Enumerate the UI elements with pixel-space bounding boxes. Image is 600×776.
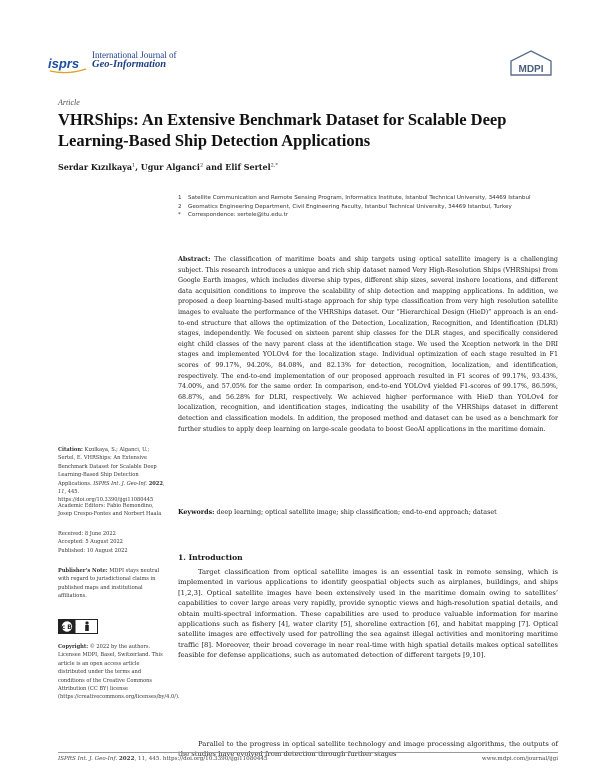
mdpi-logo-text: MDPI bbox=[518, 64, 544, 75]
citation-doi-link[interactable]: 445. https://doi.org/10.3390/ijgi11080445 bbox=[58, 489, 154, 504]
citation-block: Citation: Kızılkaya, S.; Alganci, U.; Sertel, E. VHRShips: An Extensive Benchmark Dataset for Scalable Deep Learning-Based Ship Detection Applications. ISPRS Int. J. Geo-Inf. 2022, 11, 445. https://doi.org/10.3390/ijgi11080445 bbox=[58, 447, 165, 504]
citation-volume: 11, bbox=[58, 489, 67, 496]
introduction-paragraph: Parallel to the progress in optical satellite technology and image processing algorithms, the outputs of the studies have evolved from detection through further stages bbox=[178, 740, 558, 759]
article-type: Article bbox=[58, 98, 80, 107]
affiliation-item bbox=[178, 194, 558, 203]
citation-journal: ISPRS Int. J. Geo-Inf. bbox=[93, 480, 148, 487]
author-name[interactable]: Elif Sertel bbox=[225, 162, 271, 172]
author-name[interactable]: Ugur Alganci bbox=[140, 162, 200, 172]
accepted-date: Accepted: 5 August 2022 bbox=[58, 539, 123, 546]
author-affiliation-mark: 2 bbox=[199, 162, 204, 169]
author-separator: , bbox=[135, 162, 141, 172]
journal-name-line1: International Journal of bbox=[92, 50, 177, 60]
footer-journal-url[interactable]: www.mdpi.com/journal/ijgi bbox=[481, 756, 558, 762]
keywords bbox=[178, 508, 558, 518]
footer-year: 2022 bbox=[118, 756, 135, 762]
journal-name bbox=[92, 50, 176, 70]
citation-label: Citation: bbox=[58, 447, 83, 453]
author-separator: and bbox=[203, 162, 226, 172]
affiliation-item bbox=[178, 211, 558, 220]
author-affiliation-mark: 1 bbox=[132, 162, 136, 169]
introduction-heading: 1. Introduction bbox=[178, 553, 243, 562]
affiliation-number: 1 bbox=[178, 195, 182, 201]
keywords-label: Keywords: bbox=[178, 509, 215, 516]
abstract-label: Abstract: bbox=[178, 256, 211, 263]
abstract bbox=[178, 255, 558, 435]
introduction-paragraph: Target classification from optical satellite images is an essential task in remote sensing, which is implemented in various applications to identify geospatial objects such as airplanes, buildings, and ships [1,2,3]. Optical satellite images have been extensively used in the maritime domain owing to satellites’ capabilities to cover large areas very rapidly, provide synoptic views and high-resolution spatial details, and obtain multi-spectral information. These capabilities are used to produce valuable information for marine applications such as fishery [4], water clarity [5], shoreline extraction [6], and habitat mapping [7]. Optical satellite images are effectively used for patrolling the sea against illegal activities and monitoring maritime traffic [8]. Moreover, their broad coverage in near real-time with high spatial details makes optical satellites feasible for defense applications, such as automated detection of different targets [9,10]. bbox=[178, 568, 558, 660]
author-name[interactable]: Serdar Kızılkaya bbox=[58, 162, 133, 172]
footer-divider bbox=[58, 752, 558, 753]
keywords-text: deep learning; optical satellite image; ship classification; end-to-end approach; dataset bbox=[216, 509, 497, 516]
isprs-logo-text: isprs bbox=[48, 56, 80, 71]
journal-name-line2: Geo-Information bbox=[92, 59, 167, 70]
academic-editors: Academic Editors: Fabio Remondino, Josep Crespo-Fontes and Norbert Haala bbox=[58, 503, 162, 518]
author-list bbox=[58, 162, 278, 172]
affiliation-text: Geomatics Engineering Department, Civil Engineering Faculty, Istanbul Technical University, 34469 Istanbul, Turkey bbox=[188, 203, 512, 210]
citation-text: Kızılkaya, S.; Alganci, U.; Sertel, E. VHRShips: An Extensive Benchmark Dataset for Scalable Deep Learning-Based Ship Detection Applications. bbox=[58, 447, 157, 487]
copyright-label: Copyright: bbox=[58, 644, 89, 650]
article-title: VHRShips: An Extensive Benchmark Dataset for Scalable Deep Learning-Based Ship Detection Applications bbox=[58, 110, 507, 150]
footer-journal: ISPRS Int. J. Geo-Inf. bbox=[58, 756, 118, 762]
footer-citation bbox=[58, 756, 268, 762]
footer-doi-link[interactable]: , 11, 445. https://doi.org/10.3390/ijgi11080445 bbox=[134, 756, 268, 762]
affiliation-item bbox=[178, 203, 558, 212]
received-date: Received: 8 June 2022 bbox=[58, 531, 116, 537]
affiliations bbox=[178, 194, 558, 220]
affiliation-number: 2 bbox=[178, 203, 182, 210]
abstract-text: The classification of maritime boats and ship targets using optical satellite imagery is a challenging subject. This research introduces a unique and rich ship dataset named Very High-Resolution Ships (VHRShips) from Google Earth images, which includes diverse ship types, different ship sizes, several inshore locations, and different data acquisition conditions to improve the scalability of ship detection and mapping applications. In addition, we proposed a deep learning-based multi-stage approach for ship type classification from very high resolution satellite images to evaluate the performance of the VHRShips dataset. Our “Hierarchical Design (HieD)” approach is an end-to-end structure that allows the optimization of the Detection, Localization, Recognition, and Identification (DLRI) stages, independently. We focused on sixteen parent ship classes for the DLR stages, and specifically considered eight child classes of the navy parent class at the identification stage. We used the Xception network in the DRI stages and implemented YOLOv4 for the localization stage. Individual optimization of each stage resulted in F1 scores of 99.17%, 94.20%, 84.08%, and 82.13% for detection, recognition, localization, and identification, respectively. The end-to-end implementation of our proposed approach resulted in F1 scores of 99.17%, 93.43%, 74.00%, and 57.05% for the same order. In comparison, end-to-end YOLOv4 yielded F1-scores of 99.17%, 86.59%, 68.87%, and 56.28% for DLRI, respectively. We achieved higher performance with HieD than YOLOv4 for localization, recognition, and identification stages, indicating the usability of the VHRShips dataset in different detection and classification models. In addition, the proposed method and dataset can be used as a benchmark for further studies to apply deep learning on large-scale geodata to boost GeoAI applications in the maritime domain. bbox=[178, 256, 558, 433]
publication-dates bbox=[58, 530, 166, 555]
cc-badge-text: cc BY bbox=[58, 624, 76, 631]
publisher-note-text: MDPI stays neutral with regard to jurisdictional claims in published maps and institutional affiliations. bbox=[58, 568, 160, 600]
author-affiliation-mark: 2,* bbox=[270, 162, 278, 169]
correspondence-text[interactable]: Correspondence: sertele@itu.edu.tr bbox=[188, 212, 289, 218]
publisher-note bbox=[58, 567, 166, 601]
published-date: Published: 10 August 2022 bbox=[58, 547, 128, 554]
affiliation-text: Satellite Communication and Remote Sensing Program, Informatics Institute, Istanbul Technical University, 34469 Istanbul bbox=[188, 195, 531, 201]
copyright-block bbox=[58, 643, 180, 702]
affiliation-number: * bbox=[178, 212, 181, 218]
citation-year: 2022 bbox=[148, 480, 163, 487]
publisher-note-label: Publisher’s Note: bbox=[58, 568, 108, 574]
isprs-logo bbox=[48, 53, 88, 75]
cc-by-license-icon[interactable] bbox=[58, 619, 98, 634]
copyright-text: © 2022 by the authors. Licensee MDPI, Basel, Switzerland. This article is an open access article distributed under the terms and conditions of the Creative Commons Attribution (CC BY) license (https://creativecommons.org/licenses/by/4.0/). bbox=[58, 644, 180, 701]
mdpi-logo bbox=[509, 50, 553, 76]
